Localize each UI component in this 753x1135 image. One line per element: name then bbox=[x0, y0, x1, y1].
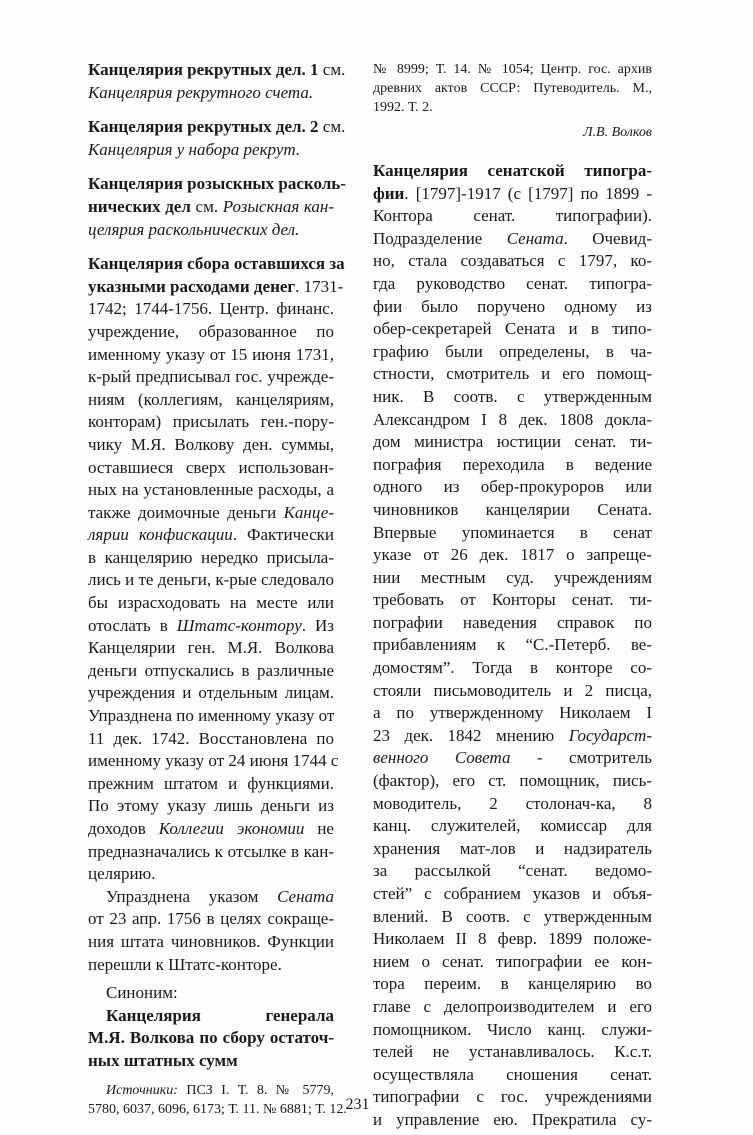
body-text: хранения мат-лов и надзиратель bbox=[373, 838, 652, 858]
body-text: конторам) присылать ген.-пору- bbox=[88, 412, 334, 432]
body-text: стояли письмоводитель и 2 писца, bbox=[373, 680, 652, 700]
text-line bbox=[373, 228, 652, 251]
body-text: см. bbox=[318, 60, 346, 79]
text-line bbox=[88, 196, 334, 219]
body-text: см. bbox=[190, 196, 223, 216]
text-line bbox=[373, 589, 652, 612]
italic-text: Канцелярия рекрутного счета. bbox=[88, 82, 314, 102]
body-text: домостям”. Тогда в конторе со- bbox=[373, 658, 652, 678]
body-text: Александром I 8 дек. 1808 докла- bbox=[373, 409, 652, 429]
text-line bbox=[373, 1019, 652, 1042]
text-line bbox=[88, 931, 334, 954]
body-text: нии местным суд. учреждениям bbox=[373, 567, 652, 587]
text-line bbox=[373, 544, 652, 567]
body-text: гда руководство сенат. типогра- bbox=[373, 273, 652, 293]
text-line bbox=[373, 160, 652, 183]
text-line bbox=[88, 954, 334, 977]
entry-block bbox=[88, 253, 345, 886]
text-line bbox=[373, 431, 652, 454]
body-text: графию были определены, в ча- bbox=[373, 341, 652, 361]
text-line bbox=[88, 253, 345, 276]
text-line bbox=[88, 219, 334, 242]
text-line bbox=[88, 863, 334, 886]
text-line bbox=[88, 886, 334, 909]
text-line bbox=[373, 183, 652, 206]
body-text: за рассылкой “сенат. ведомо- bbox=[373, 861, 652, 881]
body-text: см. bbox=[318, 117, 346, 137]
entry-block bbox=[373, 160, 652, 1132]
text-line bbox=[373, 341, 652, 364]
bold-text: М.Я. Волкова по сбору остаточ- bbox=[88, 1028, 334, 1048]
body-text: бы израсходовать на месте или bbox=[88, 593, 334, 613]
body-text: учреждения и отдельным лицам. bbox=[88, 683, 334, 703]
bold-text: Канцелярия рекрутных дел. 1 bbox=[88, 60, 319, 79]
text-line bbox=[373, 883, 652, 906]
body-text: обер-секретарей Сената и в типо- bbox=[373, 319, 652, 339]
text-line bbox=[373, 657, 652, 680]
bold-text: Канцелярия генерала bbox=[106, 1005, 334, 1025]
body-text: Впервые упоминается в сенат bbox=[373, 522, 652, 542]
text-line bbox=[88, 1027, 334, 1050]
text-line bbox=[373, 522, 652, 545]
bold-text: Канцелярия розыскных расколь- bbox=[88, 174, 346, 194]
text-line bbox=[88, 908, 334, 931]
body-text: древних актов СССР: Путеводитель. М., bbox=[373, 81, 652, 96]
body-text: Николаем II 8 февр. 1899 положе- bbox=[373, 929, 652, 949]
body-text: в канцелярию нередко присыла- bbox=[88, 547, 334, 567]
body-text: ниям (коллегиям, канцеляриям, bbox=[88, 389, 334, 409]
text-line bbox=[88, 841, 334, 864]
body-text: чиновников канцелярии Сената. bbox=[373, 499, 652, 519]
body-text: ПСЗ I. Т. 8. № 5779, bbox=[177, 1082, 334, 1098]
bold-text: Канцелярия рекрутных дел. 2 bbox=[88, 117, 319, 137]
body-text: . [1797]-1917 (с [1797] по 1899 - bbox=[404, 183, 652, 203]
left-column bbox=[88, 59, 347, 1119]
body-text: целярию. bbox=[88, 864, 156, 884]
text-line bbox=[373, 906, 652, 929]
text-line bbox=[88, 479, 334, 502]
body-text: Канцелярии ген. М.Я. Волкова bbox=[88, 638, 334, 658]
text-line bbox=[88, 818, 334, 841]
text-line bbox=[88, 615, 334, 638]
italic-text: венного Совета bbox=[373, 748, 511, 768]
bold-text: Канцелярия сенатской типогра- bbox=[373, 161, 652, 180]
text-line bbox=[88, 773, 334, 796]
italic-text: Источники: bbox=[106, 1082, 178, 1098]
text-line bbox=[373, 793, 652, 816]
body-text: прибавлениям к “С.-Петерб. ве- bbox=[373, 635, 652, 655]
italic-text: Канцелярия у набора рекрут. bbox=[88, 139, 301, 159]
body-text: осуществляла сношения сенат. bbox=[373, 1064, 652, 1084]
body-text: . 1731- bbox=[295, 276, 344, 296]
right-column bbox=[373, 59, 652, 1132]
body-text: требовать от Конторы сенат. ти- bbox=[373, 590, 652, 610]
body-text: а по утвержденному Николаем I bbox=[373, 703, 652, 723]
text-line bbox=[373, 725, 652, 748]
text-line bbox=[88, 750, 339, 773]
text-line bbox=[373, 680, 652, 703]
text-line bbox=[373, 79, 652, 98]
entry-block bbox=[88, 59, 346, 104]
text-line bbox=[88, 457, 334, 480]
page-number: 231 bbox=[345, 1096, 370, 1113]
body-text: прежним штатом и функциями. bbox=[88, 773, 334, 793]
italic-text: лярии конфискации bbox=[88, 525, 233, 545]
body-text: дом министра юстиции сенат. ти- bbox=[373, 432, 652, 452]
text-line bbox=[88, 116, 346, 139]
text-line bbox=[373, 454, 652, 477]
text-line bbox=[88, 524, 334, 547]
text-line bbox=[373, 1041, 652, 1064]
text-line bbox=[88, 982, 334, 1005]
para-block bbox=[88, 886, 334, 976]
text-line bbox=[373, 250, 652, 273]
italic-text: Розыскная кан- bbox=[222, 196, 334, 216]
body-text: лись и те деньги, к-рые следовало bbox=[88, 570, 334, 590]
body-text: помощником. Число канц. служи- bbox=[373, 1019, 652, 1039]
text-line bbox=[88, 705, 334, 728]
text-line bbox=[88, 82, 334, 105]
text-line bbox=[373, 996, 652, 1019]
body-text: 1742; 1744-1756. Центр. финанс. bbox=[88, 299, 334, 319]
body-text: не bbox=[304, 819, 334, 838]
label-block bbox=[88, 982, 334, 1005]
text-line bbox=[373, 499, 652, 522]
text-line bbox=[373, 612, 652, 635]
body-text: ник. В соотв. с утвержденным bbox=[373, 386, 652, 406]
body-text: моводитель, 2 столонач-ка, 8 bbox=[373, 793, 652, 813]
text-line bbox=[373, 702, 652, 725]
signature-block bbox=[373, 123, 652, 142]
text-line bbox=[373, 860, 652, 883]
body-text: Упразднена по именному указу от bbox=[88, 706, 335, 726]
text-line bbox=[373, 928, 652, 951]
text-line bbox=[88, 682, 334, 705]
text-line bbox=[373, 273, 652, 296]
body-text: нием о сенат. типографии ее кон- bbox=[373, 951, 652, 971]
text-line bbox=[88, 547, 334, 570]
synonym-block bbox=[88, 1005, 334, 1073]
text-line bbox=[373, 567, 652, 590]
italic-text: Коллегии экономии bbox=[158, 819, 305, 838]
body-text: пографии наведения справок по bbox=[373, 612, 652, 632]
body-text: влений. В соотв. с утвержденным bbox=[373, 906, 652, 926]
body-text: но, стала создаваться с 1797, ко- bbox=[373, 251, 652, 271]
body-text: и управление ею. Прекратила су- bbox=[373, 1109, 652, 1129]
body-text: № 8999; Т. 14. № 1054; Центр. гос. архив bbox=[373, 62, 652, 77]
body-text: пография переходила в ведение bbox=[373, 454, 652, 474]
body-text: (фактор), его ст. помощник, пись- bbox=[373, 771, 652, 791]
body-text: . Из bbox=[301, 615, 334, 635]
body-text: телей не устанавливалось. К.с.т. bbox=[373, 1042, 652, 1062]
text-line bbox=[373, 98, 652, 117]
body-text: По этому указу лишь деньги из bbox=[88, 796, 334, 816]
text-line bbox=[88, 173, 346, 196]
text-line bbox=[373, 838, 652, 861]
body-text: стности, смотритель и его помощ- bbox=[373, 364, 652, 384]
text-line bbox=[373, 123, 652, 142]
text-line bbox=[88, 637, 334, 660]
body-text: именному указу от 24 июня 1744 с bbox=[88, 751, 339, 771]
body-text: - смотритель bbox=[510, 748, 652, 768]
body-text: 5780, 6037, 6096, 6173; Т. 11. № 6881; Т. 12. bbox=[88, 1101, 347, 1117]
bold-text: нических дел bbox=[88, 196, 191, 216]
text-line bbox=[373, 973, 652, 996]
bold-text: указными расходами денег bbox=[88, 276, 296, 296]
body-text: Подразделение bbox=[373, 228, 507, 248]
body-text: доходов bbox=[88, 819, 159, 838]
text-line bbox=[88, 298, 334, 321]
body-text: 23 дек. 1842 мнению bbox=[373, 725, 569, 745]
text-line bbox=[88, 434, 334, 457]
italic-text: Государст- bbox=[568, 725, 652, 745]
text-line bbox=[88, 139, 334, 162]
text-line bbox=[373, 296, 652, 319]
body-text: 11 дек. 1742. Восстановлена по bbox=[88, 728, 334, 748]
italic-text: Канце- bbox=[283, 502, 334, 522]
text-line bbox=[373, 951, 652, 974]
body-text: Контора сенат. типографии). bbox=[373, 206, 652, 226]
body-text: именному указу от 15 июня 1731, bbox=[88, 344, 334, 364]
body-text: 1992. Т. 2. bbox=[373, 100, 433, 115]
body-text: учреждение, образованное по bbox=[88, 321, 334, 341]
text-line bbox=[88, 592, 334, 615]
body-text: оставшиеся сверх использован- bbox=[88, 457, 334, 477]
text-line bbox=[88, 660, 334, 683]
bold-text: Канцелярия сбора оставшихся за bbox=[88, 254, 345, 274]
text-line bbox=[88, 502, 334, 525]
entry-block bbox=[88, 116, 346, 161]
sources-block bbox=[373, 60, 652, 117]
entry-block bbox=[88, 173, 346, 241]
text-line bbox=[373, 1064, 652, 1087]
text-line bbox=[88, 276, 344, 299]
text-line bbox=[373, 634, 652, 657]
body-text: типографии с гос. учреждениями bbox=[373, 1087, 652, 1107]
text-line bbox=[373, 318, 652, 341]
body-text: отослать в bbox=[88, 615, 177, 635]
bold-text: фии bbox=[373, 183, 405, 203]
body-text: ных на установленные расходы, а bbox=[88, 480, 334, 500]
body-text: . Фактически bbox=[232, 525, 334, 545]
text-line bbox=[88, 59, 346, 82]
body-text: одного из обер-прокуроров или bbox=[373, 477, 652, 497]
text-line bbox=[88, 321, 334, 344]
body-text: Синоним: bbox=[106, 983, 178, 1003]
italic-text: Сената bbox=[506, 228, 564, 248]
text-line bbox=[88, 1050, 334, 1073]
text-line bbox=[88, 569, 334, 592]
body-text: также доимочные деньги bbox=[88, 502, 284, 522]
body-text: тора переим. в канцелярию во bbox=[373, 974, 652, 994]
text-line bbox=[88, 795, 334, 818]
body-text: стей” с собранием указов и объя- bbox=[373, 884, 652, 903]
italic-text: целярия раскольнических дел. bbox=[88, 219, 300, 239]
text-line bbox=[373, 386, 652, 409]
text-line bbox=[373, 476, 652, 499]
text-line bbox=[373, 747, 652, 770]
text-line bbox=[88, 411, 334, 434]
italic-text: Сената bbox=[277, 886, 334, 906]
text-line bbox=[373, 60, 652, 79]
body-text: ния штата чиновников. Функции bbox=[88, 931, 334, 951]
text-line bbox=[88, 728, 334, 751]
text-line bbox=[88, 366, 334, 389]
body-text: предназначались к отсылке в кан- bbox=[88, 841, 334, 861]
italic-text: Л.В. Волков bbox=[583, 125, 652, 140]
text-line bbox=[373, 409, 652, 432]
body-text: канц. служителей, комиссар для bbox=[373, 816, 652, 836]
body-text: к-рый предписывал гос. учрежде- bbox=[88, 367, 334, 387]
text-line bbox=[88, 389, 334, 412]
body-text: главе с делопроизводителем и его bbox=[373, 996, 652, 1016]
body-text: от 23 апр. 1756 в целях сокраще- bbox=[88, 909, 334, 929]
italic-text: Штатс-контору bbox=[176, 615, 302, 635]
bold-text: ных штатных сумм bbox=[88, 1050, 238, 1070]
body-text: деньги отпускались в различные bbox=[88, 660, 334, 680]
body-text: Упразднена указом bbox=[106, 886, 278, 906]
text-line bbox=[373, 363, 652, 386]
text-line bbox=[88, 1005, 334, 1028]
body-text: перешли к Штатс-конторе. bbox=[88, 954, 282, 974]
body-text: . Очевид- bbox=[563, 228, 652, 248]
body-text: чику М.Я. Волкову ден. суммы, bbox=[88, 434, 334, 454]
body-text: фии было поручено одному из bbox=[373, 296, 652, 316]
text-line bbox=[88, 344, 334, 367]
text-line bbox=[373, 815, 652, 838]
text-line bbox=[373, 205, 652, 228]
text-line bbox=[373, 770, 652, 793]
body-text: указе от 26 дек. 1817 о запреще- bbox=[373, 545, 652, 565]
